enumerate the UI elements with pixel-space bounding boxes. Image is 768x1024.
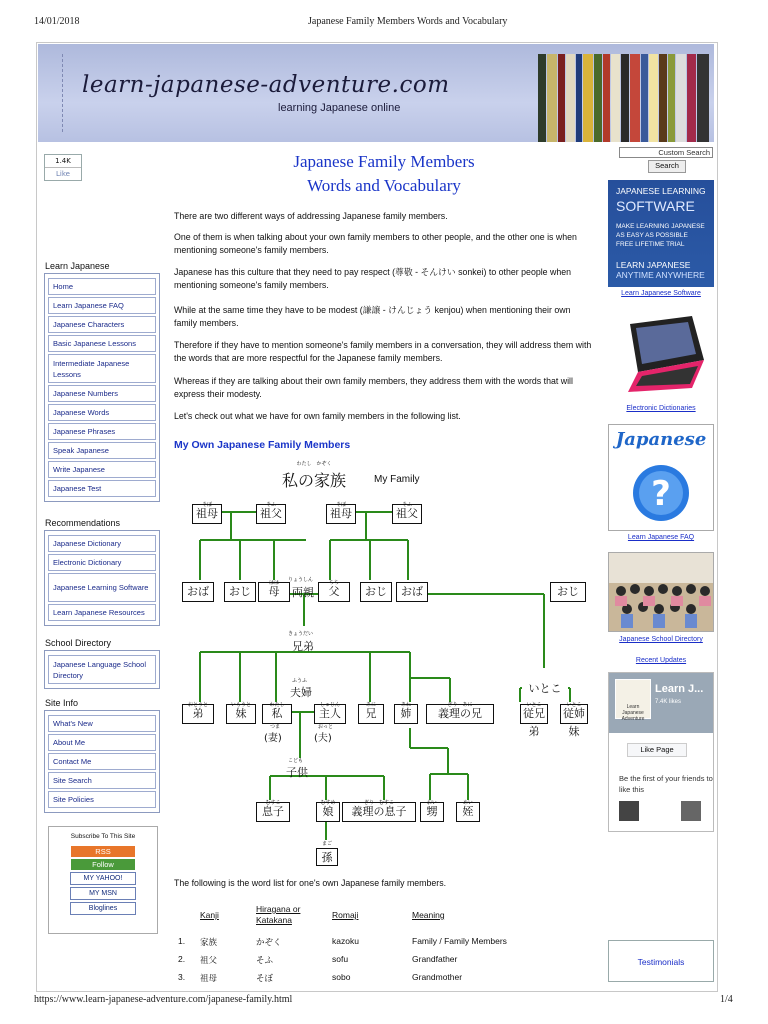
grandparent-node-kanji: 祖母 [330, 507, 352, 520]
print-header [0, 16, 768, 30]
grandparent-node-kanji: 祖母 [196, 507, 218, 520]
ad-line7: ANYTIME ANYWHERE [616, 270, 705, 280]
sibling-generation-node [394, 704, 418, 724]
child-generation-node [316, 802, 340, 822]
search-input[interactable]: Custom Search [619, 147, 713, 158]
electronic-dictionary-image[interactable] [608, 302, 714, 402]
page-title-line2: Words and Vocabulary [307, 176, 461, 195]
ad-line6: LEARN JAPANESE [616, 260, 691, 270]
sibling-generation-node-furigana: あね [400, 702, 411, 708]
col-kanji: Kanji [200, 910, 219, 920]
link-recent-updates[interactable]: Recent Updates [635, 657, 687, 664]
nav-item[interactable]: Write Japanese [48, 461, 156, 478]
nav-item[interactable]: About Me [48, 734, 156, 751]
wife-label: (妻) [264, 733, 282, 744]
nav-heading-school: School Directory [45, 638, 112, 648]
paragraph-6: Whereas if they are talking about their own family members, they address them with the words that will express their modesty. [174, 376, 573, 399]
ad-line3-block [616, 222, 705, 249]
nav-item[interactable]: Site Policies [48, 791, 156, 808]
parent-generation-node-kanji: おじ [365, 585, 387, 598]
paragraph-5: Therefore if they have to mention someone's family members in a conversation, they will address them with the words that are more respectful for the Japanese family members. [174, 340, 592, 363]
rss-button[interactable]: RSS [71, 846, 135, 857]
siblings-furigana: きょうだい [288, 631, 314, 637]
print-url[interactable]: https://www.learn-japanese-adventure.com/japanese-family.html [34, 994, 293, 1005]
child-generation-node-kanji: 甥 [426, 805, 438, 818]
sibling-generation-node [314, 704, 346, 724]
cell-romaji: sobo [332, 972, 351, 982]
cell-n: 3. [178, 972, 186, 982]
parent-generation-node-kanji: 父 [328, 585, 340, 598]
paragraph-4: While at the same time they have to be modest (謙譲 - けんじょう kenjou) when mentioning their own family members. [174, 305, 571, 328]
ad-line3: MAKE LEARNING JAPANESE [616, 223, 705, 230]
nav-item[interactable]: Learn Japanese FAQ [48, 297, 156, 314]
child-generation-node-furigana: むすめ [320, 800, 336, 806]
parent-generation-node [318, 582, 350, 602]
site-logo[interactable]: learn-japanese-adventure.com [82, 72, 450, 98]
nav-item[interactable]: Electronic Dictionary [48, 554, 156, 571]
husband-furigana: おっと [318, 724, 334, 730]
child-generation-node [420, 802, 444, 822]
sibling-generation-node-kanji: 姉 [400, 707, 412, 720]
sibling-generation-node-kanji: 従姉妹 [563, 707, 585, 738]
parent-generation-node [360, 582, 392, 602]
tree-heading-furigana: わたし かぞく [296, 461, 332, 467]
sibling-generation-node-kanji: 義理の兄 [438, 707, 482, 720]
parent-generation-node-kanji: 母 [268, 585, 280, 598]
nav-item[interactable]: Japanese Language School Directory [48, 655, 156, 684]
faq-image-word: Japanese [615, 429, 707, 450]
bloglines-button[interactable]: Bloglines [70, 902, 136, 915]
fb-friend-avatar [681, 801, 701, 821]
parent-generation-node-furigana: はは [268, 580, 279, 586]
cell-meaning: Family / Family Members [412, 936, 507, 946]
grandparent-node [256, 504, 286, 524]
subscribe-box [48, 826, 158, 934]
grandchild-node [316, 841, 338, 866]
sibling-generation-node-kanji: 従兄弟 [523, 707, 545, 738]
col-kana: Hiragana or Katakana [256, 904, 301, 925]
fb-page-title[interactable]: Learn J... [655, 683, 704, 695]
sibling-generation-node [560, 702, 588, 738]
print-date: 14/01/2018 [34, 16, 80, 27]
child-generation-node-furigana: むすこ [265, 800, 281, 806]
ad-line5: FREE LIFETIME TRIAL [616, 241, 685, 248]
sibling-generation-node [358, 704, 384, 724]
family-tree-diagram [170, 458, 600, 868]
siblings-label: 兄弟 [292, 640, 314, 653]
software-ad[interactable] [608, 180, 714, 287]
paragraph-7: Let's check out what we have for own family members in the following list. [174, 411, 461, 421]
sibling-generation-node-kanji: 兄 [365, 707, 377, 720]
couple-label: 夫婦 [290, 686, 312, 699]
print-page: 1/4 [720, 994, 733, 1005]
col-meaning: Meaning [412, 910, 445, 920]
like-button[interactable]: Like [56, 170, 70, 178]
search-button[interactable]: Search [648, 160, 686, 173]
sibling-generation-node-kanji: 妹 [235, 707, 247, 720]
cell-romaji: sofu [332, 954, 349, 964]
nav-info-box [44, 710, 160, 813]
svg-text:?: ? [651, 474, 671, 514]
grandparent-node [392, 504, 422, 524]
question-mark-icon [609, 425, 713, 532]
link-school-directory[interactable]: Japanese School Directory [619, 636, 703, 643]
sibling-generation-node-furigana: あに [365, 702, 376, 708]
nav-heading-learn: Learn Japanese [45, 261, 110, 271]
child-generation-node-furigana: ぎり むすこ [363, 800, 394, 806]
sibling-generation-node [520, 702, 548, 738]
sibling-generation-node [426, 704, 494, 724]
sibling-generation-node-furigana: ぎり あに [447, 702, 473, 708]
child-generation-node-furigana: めい [462, 800, 473, 806]
grandchild-kanji: 孫 [321, 851, 333, 864]
cell-n: 2. [178, 954, 186, 964]
nav-item[interactable]: What's New [48, 715, 156, 732]
site-banner [38, 44, 714, 142]
fb-like-page-button[interactable]: Like Page [627, 743, 687, 757]
nav-item[interactable]: Site Search [48, 772, 156, 789]
grandchild-furigana: まご [321, 841, 332, 847]
parents-furigana: りょうしん [288, 577, 314, 583]
child-generation-node [342, 802, 416, 822]
ad-line2: SOFTWARE [616, 198, 695, 214]
sibling-generation-node-kanji: 私 [271, 707, 283, 720]
husband-label: (夫) [314, 733, 332, 744]
parent-generation-node-kanji: おば [187, 585, 209, 598]
sibling-generation-node-furigana: いとこ [566, 702, 582, 708]
nav-item[interactable]: Japanese Dictionary [48, 535, 156, 552]
child-generation-node [256, 802, 290, 822]
link-learn-software[interactable]: Learn Japanese Software [621, 290, 701, 297]
site-tagline: learning Japanese online [278, 102, 401, 114]
nav-item[interactable]: Japanese Phrases [48, 423, 156, 440]
sibling-generation-node-furigana: わたし [269, 702, 285, 708]
child-generation-node-kanji: 姪 [462, 805, 474, 818]
subscribe-title: Subscribe To This Site [70, 833, 136, 840]
grandparent-node-furigana: そふ [265, 502, 276, 508]
sibling-generation-node [262, 704, 292, 724]
cell-kana: そぼ [256, 973, 274, 983]
faq-image[interactable] [608, 424, 714, 531]
cousins-label: いとこ [522, 680, 568, 696]
fb-likes: 7.4K likes [655, 699, 682, 705]
cell-kanji: 家族 [200, 937, 218, 947]
grandparent-node-kanji: 祖父 [260, 507, 282, 520]
cell-meaning: Grandmother [412, 972, 463, 982]
facebook-like-widget[interactable] [44, 154, 82, 181]
grandparent-node-kanji: 祖父 [396, 507, 418, 520]
child-generation-node-kanji: 息子 [262, 805, 284, 818]
like-count: 1.4K [45, 155, 81, 168]
print-title: Japanese Family Members Words and Vocabulary [308, 16, 508, 27]
nav-item[interactable]: Japanese Characters [48, 316, 156, 333]
wife-furigana: つま [270, 724, 281, 730]
nav-item[interactable]: Japanese Numbers [48, 385, 156, 402]
nav-learn-box [44, 273, 160, 502]
paragraph-3: Japanese has this culture that they need to pay respect (尊敬 - そんけい sonkei) to other people when mentioning someone's family members. [174, 267, 572, 290]
list-intro: The following is the word list for one's own Japanese family members. [174, 878, 447, 888]
grandparent-node-furigana: そふ [401, 502, 412, 508]
sibling-generation-node-furigana: しゅじん [319, 702, 340, 708]
facebook-page-widget [608, 672, 714, 832]
books-photo [538, 54, 714, 142]
parents-label: 両親 [292, 586, 314, 599]
parent-generation-node [258, 582, 290, 602]
parent-generation-node-furigana: ちち [328, 580, 339, 586]
grandparent-node-furigana: そぼ [201, 502, 212, 508]
ad-line4: AS EASY AS POSSIBLE [616, 232, 688, 239]
cell-romaji: kazoku [332, 936, 359, 946]
school-photo[interactable] [608, 552, 714, 632]
banner-stamp [44, 54, 63, 132]
paragraph-1: There are two different ways of addressing Japanese family members. [174, 211, 448, 221]
sibling-generation-node-furigana: おとうと [187, 702, 208, 708]
nav-item[interactable]: Basic Japanese Lessons [48, 335, 156, 352]
nav-item[interactable]: Speak Japanese [48, 442, 156, 459]
paragraph-2: One of them is when talking about your own family members to other people, and the other one is when mentioning someone's family members. [174, 232, 577, 255]
parent-generation-node-kanji: おじ [229, 585, 251, 598]
section-title-family: My Own Japanese Family Members [174, 439, 351, 451]
my-yahoo-button[interactable]: MY YAHOO! [70, 872, 136, 885]
couple-furigana: ふうふ [292, 678, 308, 684]
school-group-photo [609, 553, 713, 633]
cell-kana: かぞく [256, 937, 282, 947]
sibling-generation-node [182, 704, 214, 724]
follow-button[interactable]: Follow [71, 859, 135, 870]
nav-item[interactable]: Japanese Learning Software [48, 573, 156, 602]
child-generation-node-kanji: 娘 [322, 805, 334, 818]
fb-friend-avatar [619, 801, 639, 821]
ad-line1: JAPANESE LEARNING [616, 186, 706, 196]
cell-kana: そふ [256, 955, 274, 965]
sibling-generation-node-furigana: いもうと [230, 702, 251, 708]
nav-item[interactable]: Contact Me [48, 753, 156, 770]
child-generation-node-kanji: 義理の息子 [351, 805, 407, 818]
link-learn-faq[interactable]: Learn Japanese FAQ [627, 534, 695, 541]
nav-item[interactable]: Intermediate Japanese Lessons [48, 354, 156, 383]
page-title-line1: Japanese Family Members [293, 152, 475, 171]
tree-heading-english: My Family [374, 474, 420, 485]
sibling-generation-node-furigana: いとこ [526, 702, 542, 708]
nav-school-box [44, 650, 160, 689]
fb-site-thumb: Learn Japanese Adventure [615, 679, 651, 719]
fb-friends-text: Be the first of your friends to like this [619, 774, 713, 794]
grandparent-node-furigana: そぼ [335, 502, 346, 508]
cell-kanji: 祖父 [200, 955, 218, 965]
parent-generation-node [224, 582, 256, 602]
testimonials-link[interactable]: Testimonials [608, 940, 714, 982]
nav-item[interactable]: Home [48, 278, 156, 295]
grandparent-node [326, 504, 356, 524]
tree-heading-kanji: 私の家族 [282, 471, 347, 490]
parent-generation-node [182, 582, 214, 602]
child-generation-node-furigana: おい [426, 800, 437, 806]
parent-generation-node [550, 582, 586, 602]
parent-generation-node [396, 582, 428, 602]
col-romaji: Romaji [332, 910, 359, 920]
nav-heading-recommendations: Recommendations [45, 518, 121, 528]
my-msn-button[interactable]: MY MSN [70, 887, 136, 900]
grandparent-node [192, 504, 222, 524]
print-footer [0, 994, 768, 1008]
nav-heading-info: Site Info [45, 698, 79, 708]
nav-recommendations-box [44, 530, 160, 626]
sibling-generation-node-kanji: 弟 [192, 707, 204, 720]
children-label: 子供 [286, 766, 308, 779]
sibling-generation-node-kanji: 主人 [319, 707, 341, 720]
page-title [174, 150, 594, 198]
cell-kanji: 祖母 [200, 973, 218, 983]
cell-n: 1. [178, 936, 186, 946]
nav-item[interactable]: Japanese Test [48, 480, 156, 497]
parent-generation-node-kanji: おじ [557, 585, 579, 598]
nav-item[interactable]: Japanese Words [48, 404, 156, 421]
cell-meaning: Grandfather [412, 954, 458, 964]
ad-line6-block [616, 260, 705, 280]
parent-generation-node-kanji: おば [401, 585, 423, 598]
children-furigana: こども [288, 758, 304, 764]
dictionary-device-icon [608, 302, 714, 402]
child-generation-node [456, 802, 480, 822]
sibling-generation-node [226, 704, 256, 724]
nav-item[interactable]: Learn Japanese Resources [48, 604, 156, 621]
link-electronic-dictionaries[interactable]: Electronic Dictionaries [626, 405, 696, 412]
